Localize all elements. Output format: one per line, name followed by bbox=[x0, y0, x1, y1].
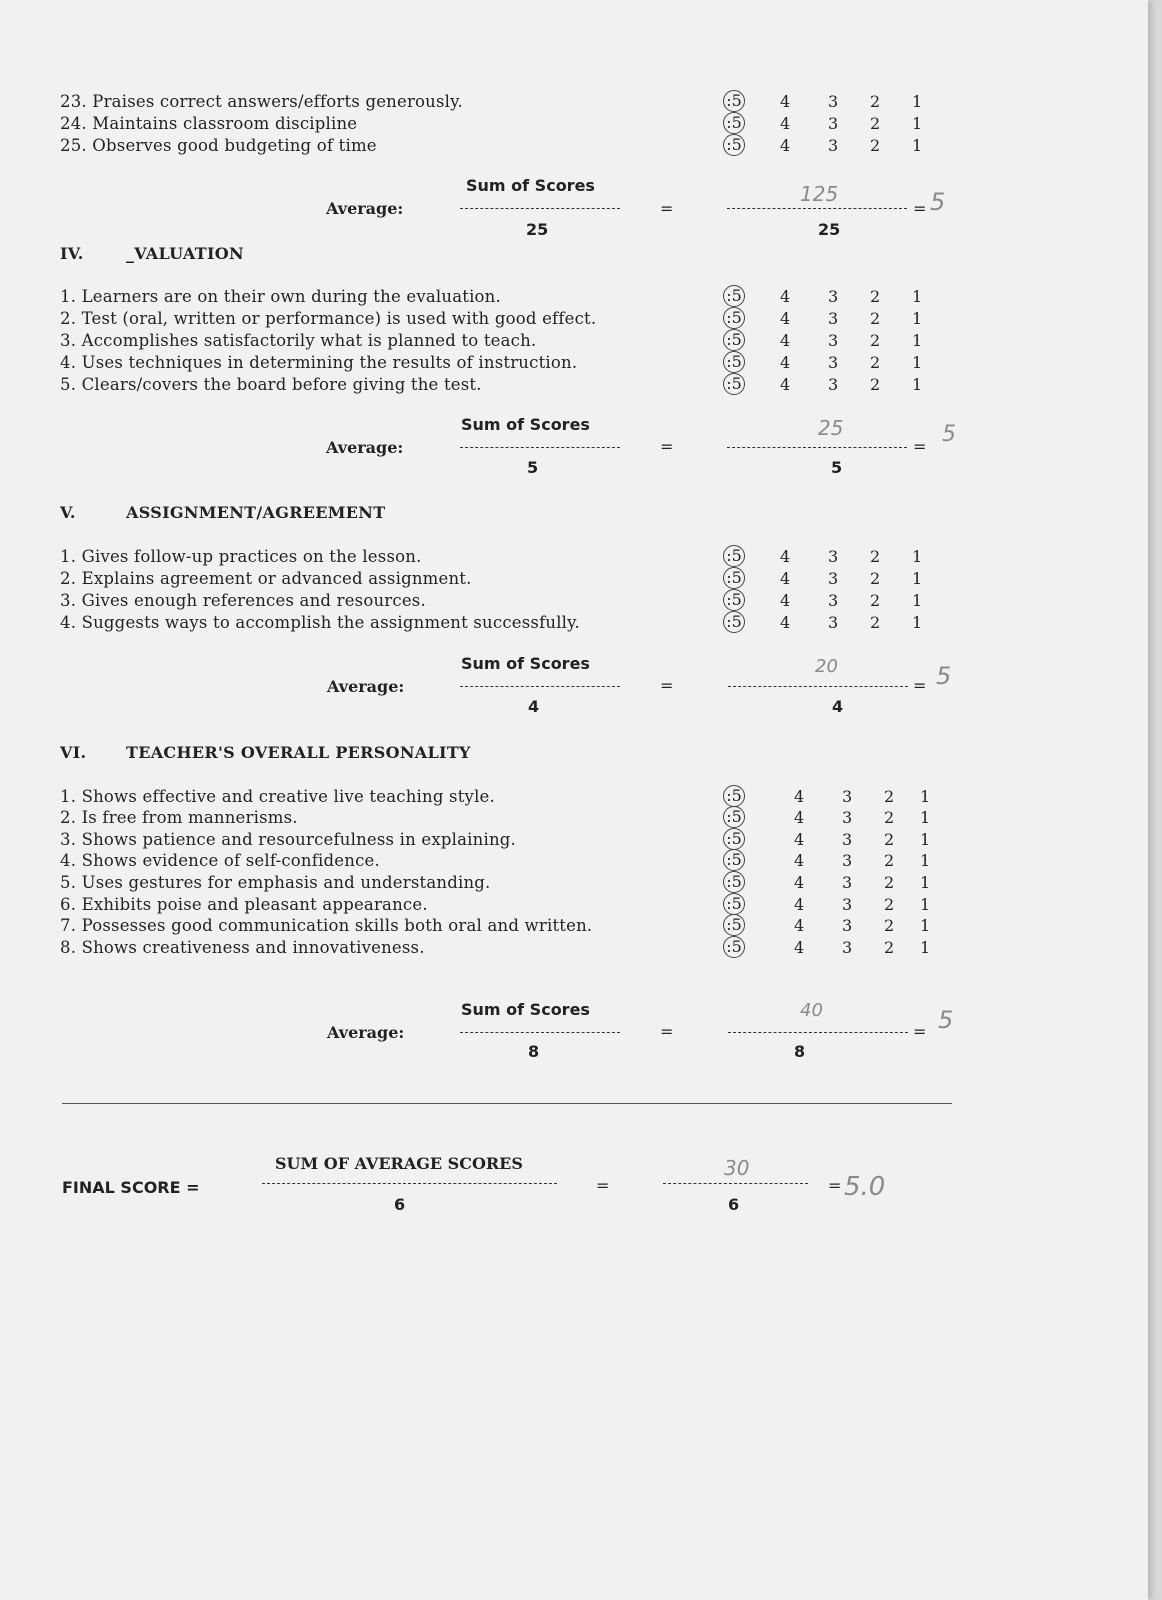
rating-option-selected[interactable]: :5 bbox=[723, 307, 745, 329]
sum-of-average-scores-label: SUM OF AVERAGE SCORES bbox=[275, 1154, 523, 1173]
equals-sign: = bbox=[913, 437, 927, 456]
rating-option[interactable]: 3 bbox=[842, 808, 853, 827]
rating-option-selected[interactable]: :5 bbox=[723, 785, 745, 807]
rating-option[interactable]: 1 bbox=[912, 591, 923, 610]
equals-sign: = bbox=[828, 1176, 842, 1195]
rating-option[interactable]: 3 bbox=[842, 895, 853, 914]
criterion-item: 24. Maintains classroom discipline bbox=[60, 114, 358, 133]
rating-option[interactable]: 1 bbox=[920, 830, 931, 849]
rating-option[interactable]: 2 bbox=[870, 92, 881, 111]
rating-option[interactable]: 2 bbox=[870, 569, 881, 588]
rating-option[interactable]: 1 bbox=[912, 114, 923, 133]
rating-option[interactable]: 4 bbox=[780, 591, 791, 610]
denominator: 6 bbox=[728, 1195, 740, 1214]
denominator: 4 bbox=[528, 697, 540, 716]
handwritten-sum: 125 bbox=[800, 182, 839, 206]
fraction-line bbox=[727, 447, 907, 448]
equals-sign: = bbox=[660, 199, 674, 218]
rating-option-selected[interactable]: :5 bbox=[723, 849, 745, 871]
rating-option-selected[interactable]: :5 bbox=[723, 871, 745, 893]
average-label: Average: bbox=[326, 438, 404, 457]
fraction-line bbox=[727, 208, 907, 209]
section-title: _VALUATION bbox=[126, 244, 244, 263]
criterion-item: 2. Test (oral, written or performance) is used with good effect. bbox=[60, 309, 597, 328]
denominator: 25 bbox=[818, 220, 841, 239]
criterion-item: 1. Learners are on their own during the evaluation. bbox=[60, 287, 501, 306]
rating-option[interactable]: 3 bbox=[828, 547, 839, 566]
rating-option[interactable]: 1 bbox=[912, 375, 923, 394]
rating-option[interactable]: 3 bbox=[828, 309, 839, 328]
rating-option[interactable]: 3 bbox=[828, 136, 839, 155]
section-title: ASSIGNMENT/AGREEMENT bbox=[126, 503, 386, 522]
fraction-line bbox=[460, 1032, 620, 1033]
rating-option[interactable]: 2 bbox=[870, 136, 881, 155]
criterion-item: 23. Praises correct answers/efforts generously. bbox=[60, 92, 463, 111]
criterion-item: 4. Shows evidence of self-confidence. bbox=[60, 851, 380, 870]
rating-option[interactable]: 1 bbox=[920, 873, 931, 892]
equals-sign: = bbox=[660, 437, 674, 456]
rating-option-selected[interactable]: :5 bbox=[723, 329, 745, 351]
average-label: Average: bbox=[327, 1023, 405, 1042]
rating-option[interactable]: 1 bbox=[912, 331, 923, 350]
rating-option[interactable]: 3 bbox=[828, 591, 839, 610]
rating-option[interactable]: 4 bbox=[794, 916, 805, 935]
rating-option-selected[interactable]: :5 bbox=[723, 589, 745, 611]
rating-option[interactable]: 2 bbox=[884, 873, 895, 892]
rating-option[interactable]: 3 bbox=[828, 287, 839, 306]
rating-option[interactable]: 2 bbox=[884, 938, 895, 957]
section-number: V. bbox=[60, 503, 76, 522]
handwritten-final-result: 5.0 bbox=[844, 1172, 886, 1202]
rating-option[interactable]: 4 bbox=[794, 808, 805, 827]
handwritten-sum: 30 bbox=[724, 1156, 750, 1180]
rating-option[interactable]: 1 bbox=[912, 309, 923, 328]
rating-option[interactable]: 2 bbox=[870, 287, 881, 306]
rating-option[interactable]: 1 bbox=[920, 895, 931, 914]
criterion-item: 1. Shows effective and creative live teaching style. bbox=[60, 787, 495, 806]
sum-of-scores-label: Sum of Scores bbox=[461, 415, 590, 434]
sum-of-scores-label: Sum of Scores bbox=[466, 176, 595, 195]
rating-option[interactable]: 4 bbox=[794, 787, 805, 806]
section-title: TEACHER'S OVERALL PERSONALITY bbox=[126, 743, 471, 762]
rating-option[interactable]: 1 bbox=[920, 938, 931, 957]
criterion-item: 8. Shows creativeness and innovativeness. bbox=[60, 938, 425, 957]
equals-sign: = bbox=[660, 676, 674, 695]
fraction-line bbox=[460, 208, 620, 209]
equals-sign: = bbox=[660, 1022, 674, 1041]
denominator: 5 bbox=[831, 458, 843, 477]
criterion-item: 2. Is free from mannerisms. bbox=[60, 808, 298, 827]
rating-option[interactable]: 4 bbox=[780, 309, 791, 328]
criterion-item: 4. Uses techniques in determining the results of instruction. bbox=[60, 353, 578, 372]
rating-option[interactable]: 2 bbox=[870, 547, 881, 566]
rating-option[interactable]: 4 bbox=[794, 851, 805, 870]
denominator: 8 bbox=[528, 1042, 540, 1061]
rating-option[interactable]: 2 bbox=[884, 895, 895, 914]
average-label: Average: bbox=[326, 199, 404, 218]
rating-option-selected[interactable]: :5 bbox=[723, 828, 745, 850]
rating-option[interactable]: 2 bbox=[870, 309, 881, 328]
rating-option-selected[interactable]: :5 bbox=[723, 611, 745, 633]
rating-option-selected[interactable]: :5 bbox=[723, 893, 745, 915]
rating-option[interactable]: 2 bbox=[870, 613, 881, 632]
fraction-line bbox=[460, 686, 620, 687]
section-number: VI. bbox=[60, 743, 87, 762]
criterion-item: 7. Possesses good communication skills both oral and written. bbox=[60, 916, 593, 935]
rating-option[interactable]: 4 bbox=[780, 136, 791, 155]
final-score-label: FINAL SCORE = bbox=[62, 1178, 200, 1197]
rating-option-selected[interactable]: :5 bbox=[723, 373, 745, 395]
rating-option[interactable]: 1 bbox=[920, 808, 931, 827]
equals-sign: = bbox=[913, 676, 927, 695]
criterion-item: 25. Observes good budgeting of time bbox=[60, 136, 377, 155]
criterion-item: 3. Gives enough references and resources. bbox=[60, 591, 426, 610]
rating-option[interactable]: 1 bbox=[912, 613, 923, 632]
rating-option-selected[interactable]: :5 bbox=[723, 545, 745, 567]
rating-option[interactable]: 3 bbox=[828, 331, 839, 350]
rating-option-selected[interactable]: :5 bbox=[723, 285, 745, 307]
rating-option[interactable]: 2 bbox=[884, 808, 895, 827]
rating-option[interactable]: 4 bbox=[780, 353, 791, 372]
rating-option[interactable]: 1 bbox=[912, 136, 923, 155]
rating-option[interactable]: 3 bbox=[842, 787, 853, 806]
rating-option[interactable]: 2 bbox=[884, 787, 895, 806]
handwritten-sum: 25 bbox=[818, 416, 844, 440]
equals-sign: = bbox=[913, 1022, 927, 1041]
criterion-item: 4. Suggests ways to accomplish the assignment successfully. bbox=[60, 613, 580, 632]
handwritten-sum: 20 bbox=[815, 656, 838, 677]
rating-option[interactable]: 4 bbox=[780, 92, 791, 111]
rating-option[interactable]: 4 bbox=[780, 375, 791, 394]
rating-option[interactable]: 4 bbox=[780, 287, 791, 306]
equals-sign: = bbox=[913, 199, 927, 218]
criterion-item: 6. Exhibits poise and pleasant appearance. bbox=[60, 895, 428, 914]
rating-option[interactable]: 1 bbox=[912, 569, 923, 588]
rating-option-selected[interactable]: :5 bbox=[723, 936, 745, 958]
rating-option[interactable]: 2 bbox=[870, 375, 881, 394]
rating-option[interactable]: 3 bbox=[828, 613, 839, 632]
criterion-item: 1. Gives follow-up practices on the lesson. bbox=[60, 547, 422, 566]
rating-option[interactable]: 3 bbox=[828, 92, 839, 111]
rating-option[interactable]: 2 bbox=[884, 916, 895, 935]
rating-option[interactable]: 4 bbox=[780, 547, 791, 566]
fraction-line bbox=[728, 686, 908, 687]
rating-option-selected[interactable]: :5 bbox=[723, 914, 745, 936]
denominator: 25 bbox=[526, 220, 549, 239]
rating-option[interactable]: 4 bbox=[780, 114, 791, 133]
fraction-line bbox=[262, 1183, 557, 1184]
rating-option-selected[interactable]: :5 bbox=[723, 90, 745, 112]
rating-option[interactable]: 1 bbox=[912, 92, 923, 111]
criterion-item: 5. Uses gestures for emphasis and understanding. bbox=[60, 873, 491, 892]
divider-line bbox=[62, 1103, 952, 1104]
rating-option[interactable]: 3 bbox=[828, 353, 839, 372]
criterion-item: 5. Clears/covers the board before giving the test. bbox=[60, 375, 482, 394]
rating-option[interactable]: 1 bbox=[920, 787, 931, 806]
rating-option-selected[interactable]: :5 bbox=[723, 567, 745, 589]
criterion-item: 3. Shows patience and resourcefulness in explaining. bbox=[60, 830, 516, 849]
fraction-line bbox=[728, 1032, 908, 1033]
criterion-item: 2. Explains agreement or advanced assignment. bbox=[60, 569, 472, 588]
rating-option[interactable]: 4 bbox=[780, 569, 791, 588]
rating-option[interactable]: 1 bbox=[912, 547, 923, 566]
rating-option[interactable]: 3 bbox=[828, 114, 839, 133]
equals-sign: = bbox=[596, 1176, 610, 1195]
rating-option[interactable]: 1 bbox=[920, 916, 931, 935]
rating-option[interactable]: 4 bbox=[780, 613, 791, 632]
rating-option[interactable]: 2 bbox=[884, 830, 895, 849]
sum-of-scores-label: Sum of Scores bbox=[461, 654, 590, 673]
rating-option[interactable]: 2 bbox=[884, 851, 895, 870]
average-label: Average: bbox=[327, 677, 405, 696]
denominator: 6 bbox=[394, 1195, 406, 1214]
rating-option[interactable]: 3 bbox=[828, 569, 839, 588]
rating-option[interactable]: 3 bbox=[842, 938, 853, 957]
rating-option[interactable]: 1 bbox=[920, 851, 931, 870]
rating-option-selected[interactable]: :5 bbox=[723, 134, 745, 156]
fraction-line bbox=[663, 1183, 808, 1184]
rating-option-selected[interactable]: :5 bbox=[723, 112, 745, 134]
criterion-item: 3. Accomplishes satisfactorily what is planned to teach. bbox=[60, 331, 537, 350]
rating-option[interactable]: 3 bbox=[842, 873, 853, 892]
rating-option[interactable]: 1 bbox=[912, 353, 923, 372]
rating-option[interactable]: 3 bbox=[842, 851, 853, 870]
handwritten-result: 5 bbox=[930, 188, 946, 216]
rating-option[interactable]: 2 bbox=[870, 591, 881, 610]
handwritten-sum: 40 bbox=[800, 1000, 823, 1021]
denominator: 5 bbox=[527, 458, 539, 477]
rating-option-selected[interactable]: :5 bbox=[723, 351, 745, 373]
rating-option[interactable]: 2 bbox=[870, 331, 881, 350]
rating-option[interactable]: 4 bbox=[794, 873, 805, 892]
rating-option[interactable]: 2 bbox=[870, 114, 881, 133]
rating-option[interactable]: 3 bbox=[842, 830, 853, 849]
rating-option[interactable]: 1 bbox=[912, 287, 923, 306]
denominator: 8 bbox=[794, 1042, 806, 1061]
rating-option[interactable]: 3 bbox=[828, 375, 839, 394]
rating-option-selected[interactable]: :5 bbox=[723, 806, 745, 828]
fraction-line bbox=[460, 447, 620, 448]
rating-option[interactable]: 4 bbox=[794, 830, 805, 849]
rating-option[interactable]: 4 bbox=[794, 895, 805, 914]
handwritten-result: 5 bbox=[936, 662, 952, 690]
rating-option[interactable]: 3 bbox=[842, 916, 853, 935]
handwritten-result: 5 bbox=[938, 1006, 954, 1034]
denominator: 4 bbox=[832, 697, 844, 716]
rating-option[interactable]: 2 bbox=[870, 353, 881, 372]
rating-option[interactable]: 4 bbox=[780, 331, 791, 350]
handwritten-result: 5 bbox=[942, 422, 956, 447]
rating-option[interactable]: 4 bbox=[794, 938, 805, 957]
section-number: IV. bbox=[60, 244, 84, 263]
sum-of-scores-label: Sum of Scores bbox=[461, 1000, 590, 1019]
